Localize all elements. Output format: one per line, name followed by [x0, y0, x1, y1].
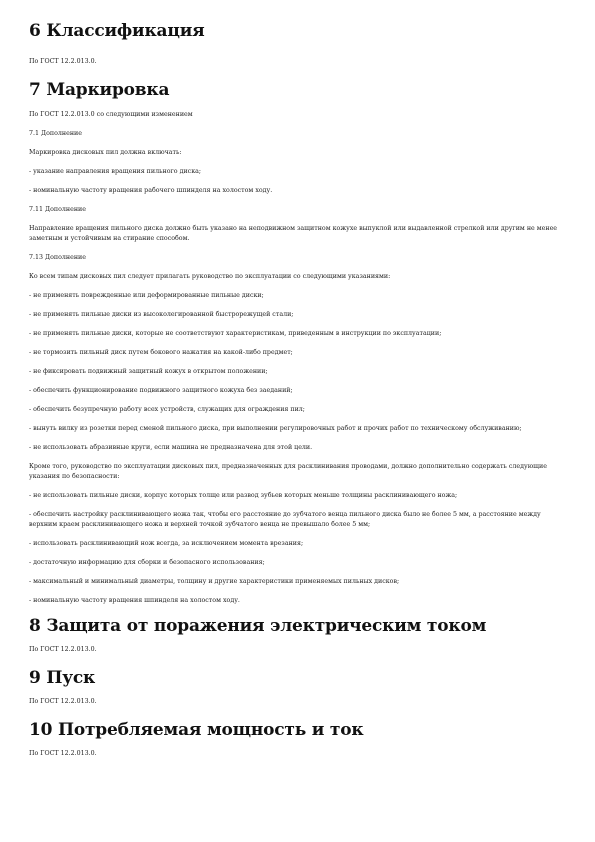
section-10-text: По ГОСТ 12.2.013.0.: [29, 750, 97, 757]
paragraph: Кроме того, руководство по эксплуатации дисковых пил, предназначенных для расклинивания проводами, должно дополнительно содержать следующие указания по безопасности:: [29, 463, 547, 480]
clause-7-11-title: 7.11 Дополнение: [29, 206, 86, 213]
list-item: - не тормозить пильный диск путем бокового нажатия на какой-либо предмет;: [29, 349, 293, 356]
list-item: - обеспечить настройку расклинивающего ножа так, чтобы его расстояние до зубчатого венца пильного диска было не более 5 мм, а расстояние между верхним краем расклинивающего ножа и верхней точкой зубчатого венца не превышало более 5 мм;: [29, 511, 541, 528]
list-item: - достаточную информацию для сборки и безопасного использования;: [29, 559, 265, 566]
clause-7-1-title: 7.1 Дополнение: [29, 130, 82, 137]
list-item: - вынуть вилку из розетки перед сменой пильного диска, при выполнении регулировочных работ и прочих работ по техническому обслуживанию;: [29, 425, 522, 432]
list-item: - не применять поврежденные или деформированные пильные диски;: [29, 292, 264, 299]
list-item: - не применять пильные диски, которые не соответствуют характеристикам, приведенным в инструкции по эксплуатации;: [29, 330, 442, 337]
list-item: - использовать расклинивающий нож всегда, за исключением момента врезания;: [29, 540, 304, 547]
list-item: - не применять пильные диски из высоколегированной быстрорежущей стали;: [29, 311, 294, 318]
section-9-text: По ГОСТ 12.2.013.0.: [29, 698, 97, 705]
list-item: - не фиксировать подвижный защитный кожух в открытом положении;: [29, 368, 268, 375]
section-9-heading: 9 Пуск: [29, 668, 96, 688]
list-item: - не использовать абразивные круги, если машина не предназначена для этой цели.: [29, 444, 313, 451]
list-item: - не использовать пильные диски, корпус которых толще или развод зубьев которых меньше толщины расклинивающего ножа;: [29, 492, 458, 499]
paragraph: Направление вращения пильного диска должно быть указано на неподвижном защитном кожухе выпуклой или выдавленной стрелкой или другим не менее заметным и устойчивым на стирание способом.: [29, 225, 558, 242]
list-item: - обеспечить функционирование подвижного защитного кожуха без заеданий;: [29, 387, 293, 394]
list-item: - указание направления вращения пильного диска;: [29, 168, 201, 175]
section-6-heading: 6 Классификация: [29, 21, 205, 41]
section-8-heading: 8 Защита от поражения электрическим током: [29, 616, 487, 636]
list-item: - номинальную частоту вращения шпинделя на холостом ходу.: [29, 597, 240, 604]
list-item: - номинальную частоту вращения рабочего шпинделя на холостом ходу.: [29, 187, 273, 194]
paragraph: Маркировка дисковых пил должна включать:: [29, 149, 182, 156]
clause-7-13-title: 7.13 Дополнение: [29, 254, 86, 261]
section-7-intro: По ГОСТ 12.2.013.0 со следующими изменением: [29, 111, 193, 118]
document-page: [29, 20, 569, 759]
section-10-heading: 10 Потребляемая мощность и ток: [29, 720, 364, 740]
section-8-text: По ГОСТ 12.2.013.0.: [29, 646, 97, 653]
list-item: - максимальный и минимальный диаметры, толщину и другие характеристики применяемых пильных дисков;: [29, 578, 400, 585]
section-6-text: По ГОСТ 12.2.013.0.: [29, 58, 97, 65]
section-7-heading: 7 Маркировка: [29, 80, 170, 100]
paragraph: Ко всем типам дисковых пил следует прилагать руководство по эксплуатации со следующими указаниями:: [29, 273, 391, 280]
list-item: - обеспечить безупречную работу всех устройств, служащих для ограждения пил;: [29, 406, 305, 413]
